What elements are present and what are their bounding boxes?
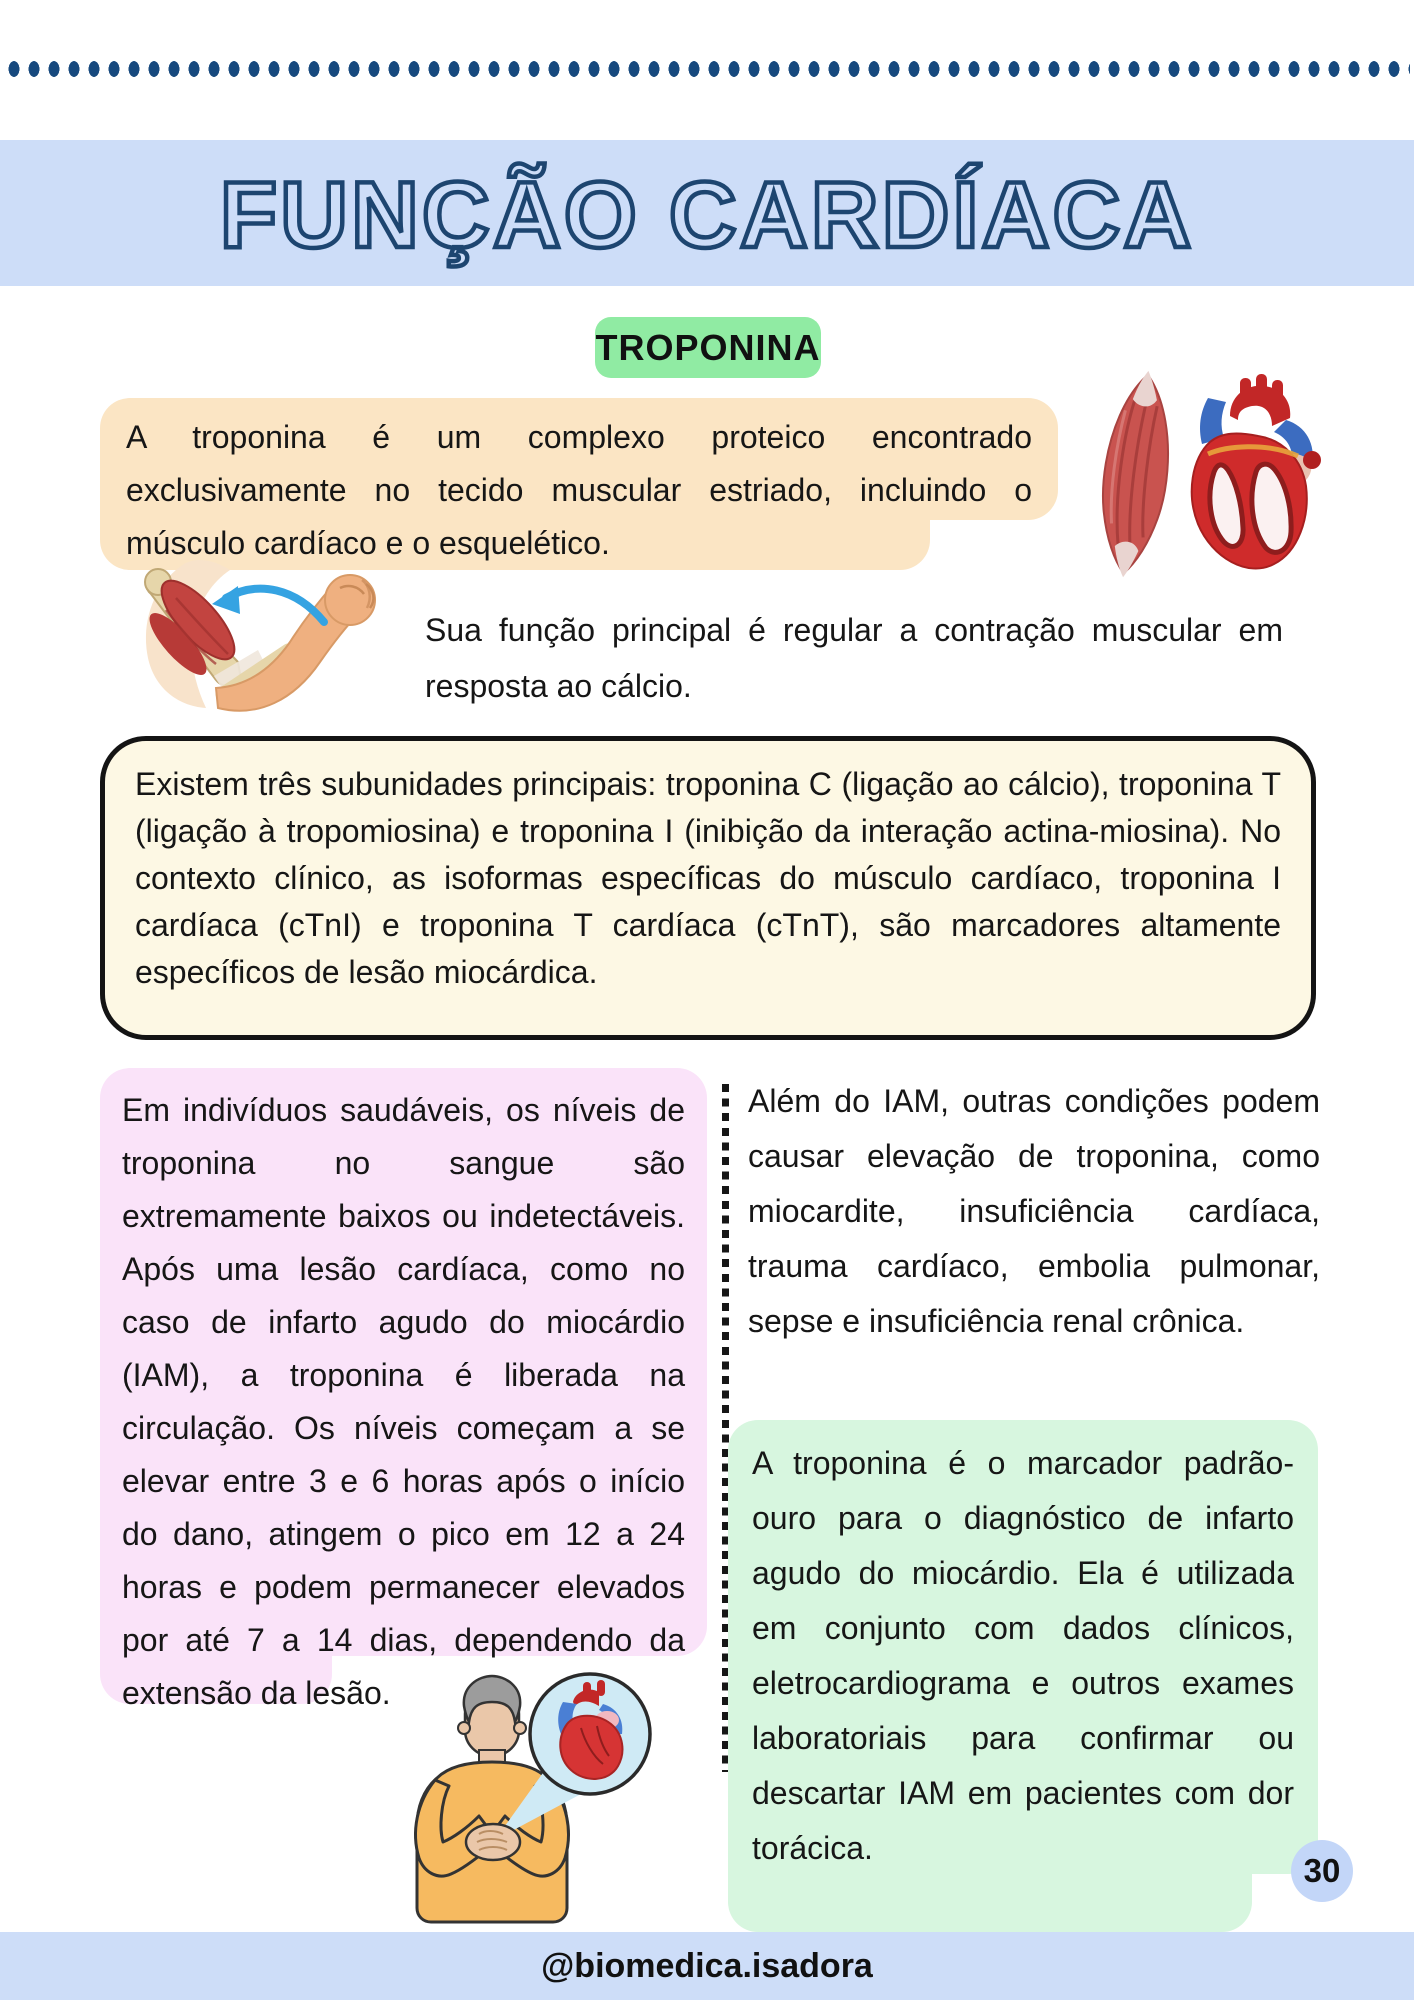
top-dotted-border: [4, 60, 1410, 78]
topic-badge-label: TROPONINA: [595, 326, 821, 368]
function-text: Sua função principal é regular a contração muscular em resposta ao cálcio.: [425, 612, 1283, 704]
kinetics-text: Em indivíduos saudáveis, os níveis de troponina no sangue são extremamente baixos ou indetectáveis. Após uma lesão cardíaca, como no caso de infarto agudo do miocárdio (IAM), a troponina é liberada na circulação. Os níveis começam a se elevar entre 3 e 6 horas após o início do dano, atingem o pico em 12 a 24 horas e podem permanecer elevados por até 7 a 14 dias, dependendo da extensão da lesão.: [122, 1092, 685, 1711]
title-banner: [0, 140, 1414, 286]
subunits-text: Existem três subunidades principais: troponina C (ligação ao cálcio), troponina T (ligação à tropomiosina) e troponina I (inibição da interação actina-miosina). No contexto clínico, as isoformas específicas do músculo cardíaco, troponina I cardíaca (cTnI) e troponina T cardíaca (cTnT), são marcadores altamente específicos de lesão miocárdica.: [135, 766, 1281, 990]
muscle-and-heart-illustration: [1080, 368, 1330, 593]
kinetics-box: [100, 1068, 707, 1711]
page-number: 30: [1303, 1852, 1341, 1889]
footer-handle: @biomedica.isadora: [541, 1946, 873, 1985]
hands: [466, 1824, 520, 1860]
page-title: FUNÇÃO CARDÍACA: [219, 162, 1195, 267]
intro-box: [100, 398, 1058, 570]
footer-bar: [0, 1932, 1414, 2000]
other-causes-text: Além do IAM, outras condições podem causar elevação de troponina, como miocardite, insuficiência cardíaca, trauma cardíaco, embolia pulmonar, sepse e insuficiência renal crônica.: [748, 1083, 1320, 1339]
gold-standard-box: [728, 1420, 1318, 1932]
subunits-box: [100, 736, 1316, 1040]
topic-badge: [595, 317, 821, 378]
skeletal-muscle-illustration: [1092, 368, 1179, 581]
gold-standard-text: A troponina é o marcador padrão-ouro para o diagnóstico de infarto agudo do miocárdio. Ela é utilizada em conjunto com dados clínicos, eletrocardiograma e outros exames laboratoriais para confirmar ou descartar IAM em pacientes com dor torácica.: [752, 1445, 1294, 1866]
intro-text: A troponina é um complexo proteico encontrado exclusivamente no tecido muscular estriado, incluindo o músculo cardíaco e o esquelético.: [126, 419, 1032, 561]
heart-anatomy-illustration: [1192, 374, 1321, 569]
